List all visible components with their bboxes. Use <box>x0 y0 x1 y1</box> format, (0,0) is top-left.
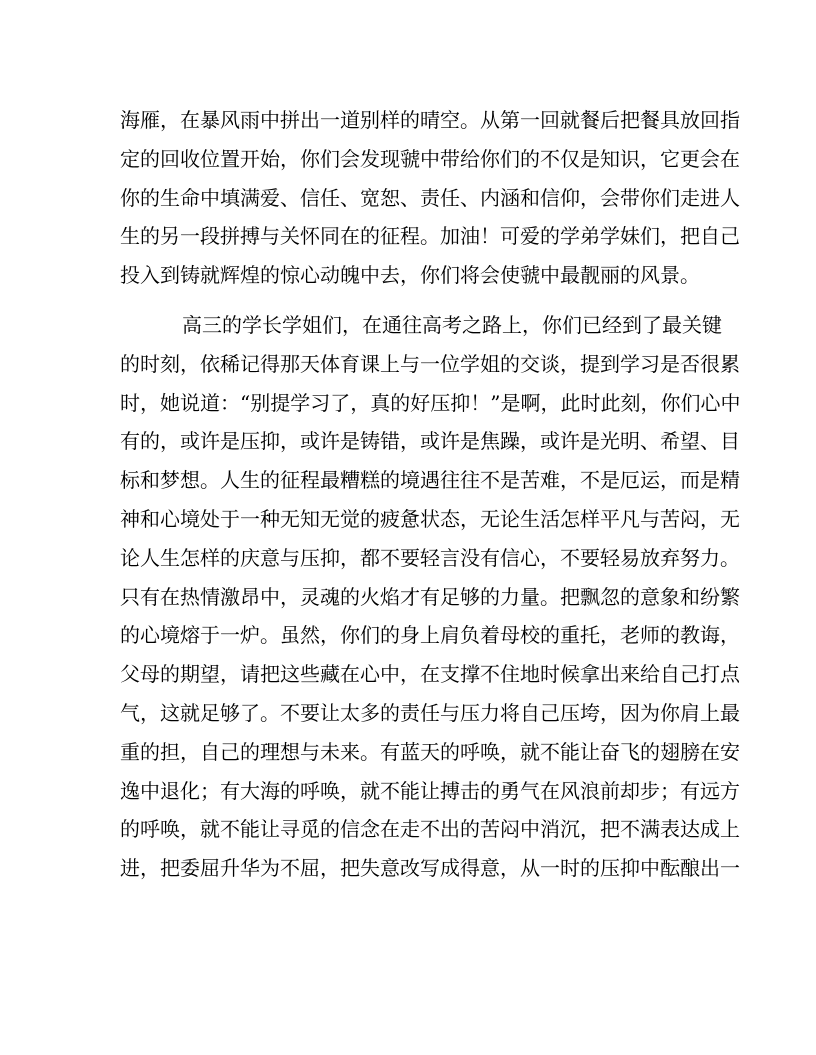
text-line: 生的另一段拼搏与关怀同在的征程。加油！可爱的学弟学妹们，把自己 <box>120 224 740 249</box>
text-line: 只有在热情激昂中，灵魂的火焰才有足够的力量。把飘忽的意象和纷繁 <box>120 584 740 609</box>
text-line: 逸中退化；有大海的呼唤，就不能让搏击的勇气在风浪前却步；有远方 <box>120 778 740 803</box>
text-line: 重的担，自己的理想与未来。有蓝天的呼唤，就不能让奋飞的翅膀在安 <box>120 739 740 764</box>
text-line: 有的，或许是压抑，或许是铸错，或许是焦躁，或许是光明、希望、目 <box>120 429 740 454</box>
text-line: 进，把委屈升华为不屈，把失意改写成得意，从一时的压抑中酝酿出一 <box>120 856 740 881</box>
text-line: 的呼唤，就不能让寻觅的信念在走不出的苦闷中消沉，把不满表达成上 <box>120 817 740 842</box>
text-line: 定的回收位置开始，你们会发现虢中带给你们的不仅是知识，它更会在 <box>120 146 740 171</box>
paragraph-2 <box>120 306 741 888</box>
text-line: 高三的学长学姐们，在通往高考之路上，你们已经到了最关键 <box>182 313 722 337</box>
text-line: 投入到铸就辉煌的惊心动魄中去，你们将会使虢中最靓丽的风景。 <box>120 263 700 288</box>
text-line: 论人生怎样的庆意与压抑，都不要轻言没有信心，不要轻易放弃努力。 <box>120 545 740 570</box>
text-line: 的时刻，依稀记得那天体育课上与一位学姐的交谈，提到学习是否很累 <box>120 351 740 376</box>
text-line: 你的生命中填满爱、信任、宽恕、责任、内涵和信仰，会带你们走进人 <box>120 185 740 210</box>
text-line: 标和梦想。人生的征程最糟糕的境遇往往不是苦难，不是厄运，而是精 <box>120 468 740 493</box>
paragraph-1 <box>120 101 740 295</box>
text-line: 气，这就足够了。不要让太多的责任与压力将自己压垮，因为你肩上最 <box>120 700 740 725</box>
text-line: 神和心境处于一种无知无觉的疲惫状态，无论生活怎样平凡与苦闷，无 <box>120 506 740 531</box>
text-line: 海雁，在暴风雨中拼出一道别样的晴空。从第一回就餐后把餐具放回指 <box>120 108 740 132</box>
text-line: 父母的期望，请把这些藏在心中，在支撑不住地时候拿出来给自己打点 <box>120 662 740 687</box>
text-line: 时，她说道：“别提学习了，真的好压抑！”是啊，此时此刻，你们心中 <box>120 390 741 415</box>
text-line: 的心境熔于一炉。虽然，你们的身上肩负着母校的重托，老师的教诲， <box>120 623 740 648</box>
